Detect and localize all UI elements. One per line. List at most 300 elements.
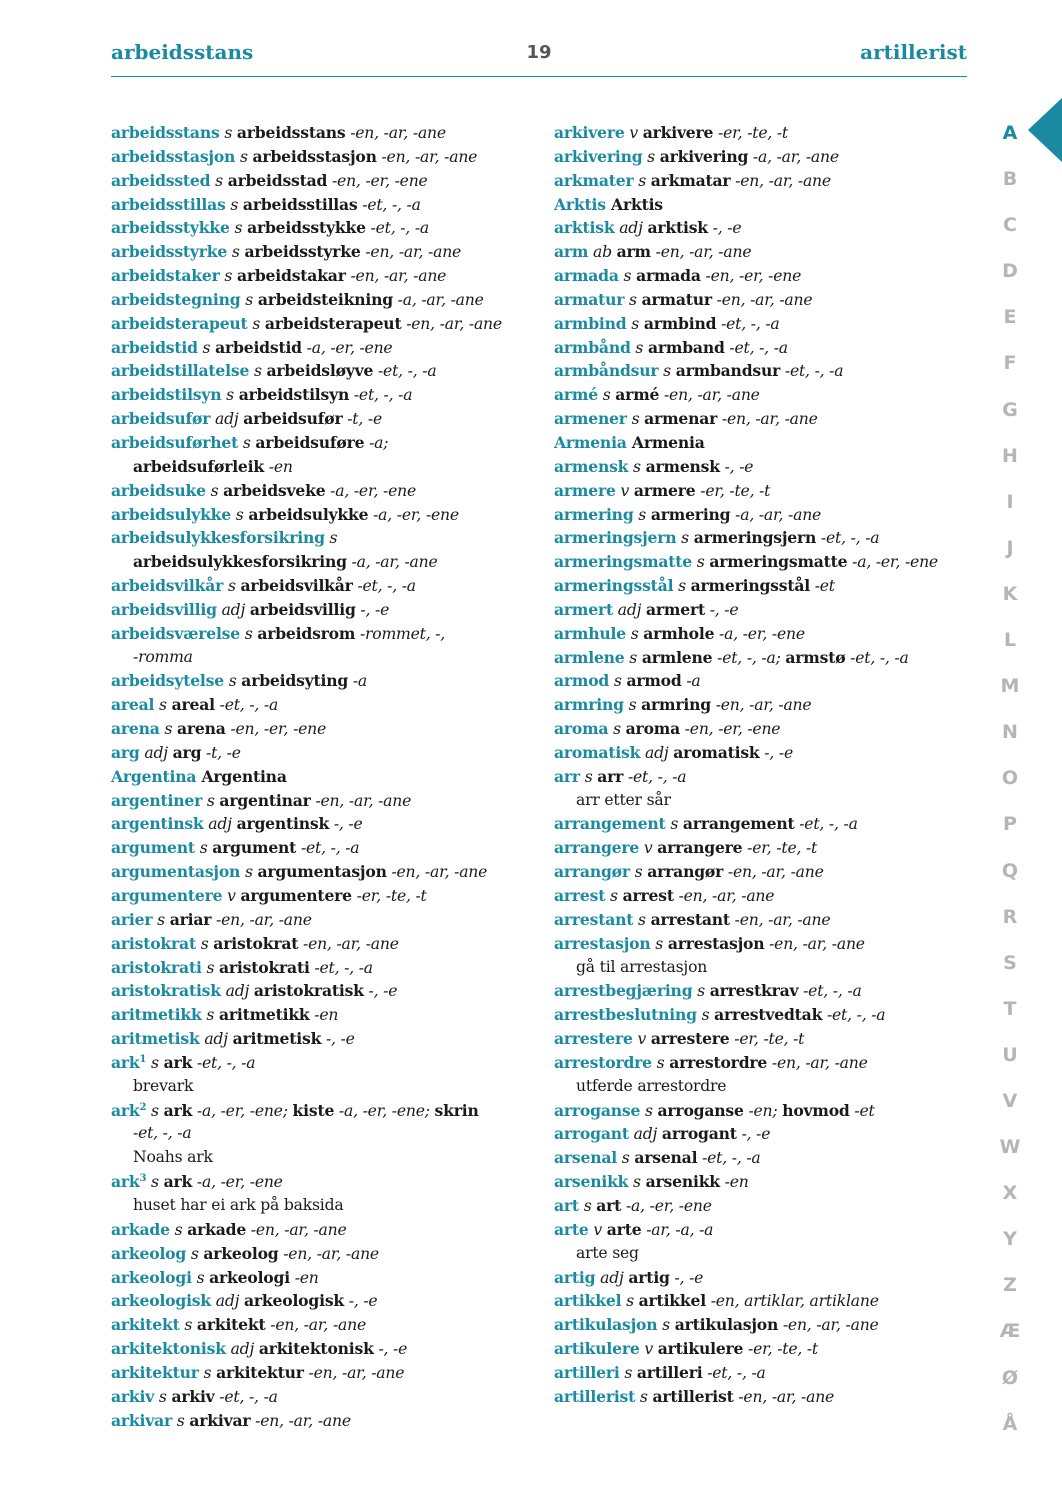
word-class: s xyxy=(197,338,216,357)
inflection: -a, -er, -ene xyxy=(621,1196,712,1215)
dictionary-line xyxy=(554,812,994,836)
dictionary-line xyxy=(554,1385,994,1409)
inflection: -er, -te, -t xyxy=(713,124,789,142)
nynorsk-equivalent: arbeidsufør xyxy=(243,409,343,429)
headword: arena xyxy=(111,719,160,739)
nynorsk-equivalent: arrestkrav xyxy=(709,981,799,1001)
nynorsk-equivalent: ark xyxy=(163,1172,193,1192)
word-class: v xyxy=(624,124,643,142)
inflection: -, -e xyxy=(321,1030,355,1049)
headword: armeringsjern xyxy=(554,528,677,548)
headword: arbeidsvilkår xyxy=(111,576,224,596)
nynorsk-equivalent: arbeidsvilkår xyxy=(240,576,353,596)
thumb-index-letter[interactable]: Q xyxy=(1001,859,1019,882)
inflection: -er, -te, -t xyxy=(729,1030,805,1049)
word-class: s xyxy=(579,767,598,786)
nynorsk-equivalent: arkeolog xyxy=(203,1243,279,1263)
headword: argument xyxy=(111,838,195,858)
inflection: -et, -, -a xyxy=(373,362,437,381)
thumb-index-letter[interactable]: B xyxy=(1002,168,1018,191)
dictionary-line xyxy=(554,336,994,360)
example-phrase: huset har ei ark på baksida xyxy=(133,1195,344,1214)
nynorsk-equivalent: arbeidsteikning xyxy=(257,289,393,309)
word-class: s xyxy=(239,624,258,643)
dictionary-line xyxy=(111,741,541,765)
inflection: -et, -, -a xyxy=(816,529,880,548)
word-class: s xyxy=(154,696,172,715)
word-class: adj xyxy=(628,1125,662,1144)
word-class: s xyxy=(609,672,627,691)
word-class: s xyxy=(696,1006,715,1025)
dictionary-line xyxy=(554,1170,994,1194)
thumb-index-letter[interactable]: G xyxy=(1002,398,1018,421)
homograph-number: 2 xyxy=(139,1101,147,1113)
word-class: s xyxy=(201,1006,219,1025)
nynorsk-equivalent: aritmetikk xyxy=(218,1005,310,1025)
nynorsk-equivalent: armada xyxy=(636,266,701,286)
headword: arkeologi xyxy=(111,1267,192,1287)
word-class: s xyxy=(225,195,243,214)
nynorsk-equivalent: argument xyxy=(212,838,297,858)
nynorsk-equivalent: arbeidsløyve xyxy=(266,361,374,381)
thumb-index-letter[interactable]: Y xyxy=(1003,1228,1017,1251)
headword: aroma xyxy=(554,719,609,739)
nynorsk-equivalent: arbeidsvillig xyxy=(249,599,356,619)
nynorsk-equivalent: arena xyxy=(177,719,226,739)
thumb-index-letter[interactable]: S xyxy=(1003,951,1017,974)
dictionary-line xyxy=(111,717,541,741)
nynorsk-equivalent: arkitektonisk xyxy=(258,1339,374,1359)
headword: arbeidstaker xyxy=(111,266,220,286)
dictionary-line xyxy=(111,1075,541,1099)
headword: armert xyxy=(554,599,613,619)
headword: arbeidsufør xyxy=(111,409,211,429)
inflection: -, -e xyxy=(736,1125,771,1144)
headword: arkiv xyxy=(111,1386,155,1406)
inflection: -en, -ar, -ane xyxy=(767,1053,868,1072)
nynorsk-equivalent: artikulasjon xyxy=(674,1315,779,1335)
nynorsk-equivalent: armensk xyxy=(645,456,720,476)
nynorsk-equivalent: armbandsur xyxy=(675,361,781,381)
nynorsk-equivalent: arte xyxy=(606,1219,642,1239)
inflection: -a, -ar, -ane xyxy=(346,553,438,572)
nynorsk-equivalent: argumentasjon xyxy=(257,862,387,882)
headword: arbeidsulykke xyxy=(111,504,232,524)
headword: argumentere xyxy=(111,886,223,905)
word-class: s xyxy=(169,1220,188,1239)
inflection: -et, -, -a xyxy=(794,815,858,834)
word-class: s xyxy=(240,863,258,882)
headword: arbeidstegning xyxy=(111,289,241,309)
thumb-index-letter[interactable]: V xyxy=(1002,1089,1018,1112)
inflection: -romma xyxy=(133,647,193,666)
word-class: s xyxy=(640,1101,658,1120)
nynorsk-equivalent: arbeidsuførleik xyxy=(133,456,264,476)
nynorsk-equivalent: arrestordre xyxy=(669,1052,768,1072)
inflection: -a, -ar, -ane xyxy=(748,147,839,166)
word-class: s xyxy=(633,505,651,524)
dictionary-line xyxy=(554,264,994,288)
dictionary-line xyxy=(111,193,541,217)
dictionary-line xyxy=(111,336,541,360)
inflection: -et, -, -a xyxy=(214,1387,278,1406)
nynorsk-equivalent: arkiv xyxy=(171,1386,215,1406)
nynorsk-equivalent: arbeidsulykkesforsikring xyxy=(133,552,347,572)
word-class: s xyxy=(619,1363,637,1382)
inflection: -a, -er, -ene xyxy=(192,1173,283,1192)
dictionary-line xyxy=(554,169,994,193)
headword: armeringsmatte xyxy=(554,552,693,572)
dictionary-line xyxy=(111,693,541,717)
example-phrase: arte seg xyxy=(576,1243,639,1262)
dictionary-line xyxy=(554,1194,994,1218)
headword: Argentina xyxy=(111,766,197,786)
nynorsk-equivalent: arrestvedtak xyxy=(714,1005,823,1025)
word-class: s xyxy=(650,934,668,953)
word-class: s xyxy=(608,720,626,739)
nynorsk-equivalent: aristokrati xyxy=(219,957,310,977)
inflection: -er, -te, -t xyxy=(695,481,771,500)
dictionary-line xyxy=(111,169,541,193)
word-class: v xyxy=(615,481,634,500)
nynorsk-equivalent: arrangement xyxy=(682,814,795,834)
nynorsk-equivalent: arbeidstakar xyxy=(236,266,346,286)
headword: aritmetisk xyxy=(111,1029,200,1049)
word-class: s xyxy=(635,1387,653,1406)
dictionary-line xyxy=(554,383,994,407)
nynorsk-equivalent: arr xyxy=(597,766,624,786)
dictionary-line xyxy=(111,1361,541,1385)
headword: arier xyxy=(111,909,153,929)
nynorsk-equivalent: artig xyxy=(628,1267,670,1287)
inflection: -et, -, -a xyxy=(352,577,416,596)
inflection: -en, -ar, -ane xyxy=(345,267,447,286)
inflection: -en, -ar, -ane xyxy=(764,934,865,953)
word-class: s xyxy=(657,1316,675,1335)
word-class: s xyxy=(238,433,256,452)
headword: Armenia xyxy=(554,432,627,452)
headword: arrestere xyxy=(554,1029,633,1049)
headword: arbeidssted xyxy=(111,170,211,190)
word-class: s xyxy=(676,529,694,548)
dictionary-line xyxy=(111,121,541,145)
headword: arrangere xyxy=(554,838,640,858)
dictionary-line xyxy=(111,1122,541,1146)
word-class: s xyxy=(628,457,646,476)
nynorsk-equivalent: areal xyxy=(171,695,215,715)
inflection: -, -e xyxy=(719,457,754,476)
headword: aristokratisk xyxy=(111,981,221,1001)
word-class: s xyxy=(633,171,651,190)
dictionary-line xyxy=(554,717,994,741)
thumb-index-letter[interactable]: Z xyxy=(1003,1274,1017,1297)
inflection: -en, -ar, -ane xyxy=(711,290,813,309)
dictionary-line xyxy=(554,550,994,574)
dictionary-line xyxy=(554,622,994,646)
nynorsk-equivalent: aromatisk xyxy=(673,742,760,762)
nynorsk-equivalent: ark xyxy=(163,1052,193,1072)
dictionary-line xyxy=(111,1313,541,1337)
inflection: -, -e xyxy=(669,1268,704,1287)
headword: armener xyxy=(554,409,627,429)
dictionary-line xyxy=(554,145,994,169)
thumb-index-letter[interactable]: P xyxy=(1003,813,1017,836)
thumb-index-letter[interactable]: T xyxy=(1003,997,1017,1020)
headword: arkitektonisk xyxy=(111,1339,226,1359)
nynorsk-equivalent: arktisk xyxy=(647,218,708,238)
inflection: -en, -ar, -ane xyxy=(303,1363,405,1382)
inflection: -a xyxy=(681,672,701,691)
thumb-index-letter[interactable]: K xyxy=(1002,582,1018,605)
nynorsk-equivalent: arbeidsyting xyxy=(241,671,349,691)
headword: arrogant xyxy=(554,1124,629,1144)
inflection: -et, -, -a xyxy=(697,1149,761,1168)
inflection: -et, -, -a xyxy=(623,767,687,786)
headword: arkmater xyxy=(554,170,634,190)
nynorsk-equivalent: armere xyxy=(633,480,696,500)
dictionary-line xyxy=(554,479,994,503)
inflection: -en xyxy=(289,1268,319,1287)
word-class: s xyxy=(597,386,616,405)
inflection: -, -e xyxy=(707,219,742,238)
word-class: s xyxy=(223,672,242,691)
headword: aromatisk xyxy=(554,742,641,762)
headword: armlene xyxy=(554,647,625,667)
headword: areal xyxy=(111,695,155,715)
thumb-index-letter[interactable]: E xyxy=(1003,306,1017,329)
dictionary-line xyxy=(554,669,994,693)
word-class: adj xyxy=(220,982,254,1001)
dictionary-line xyxy=(554,765,994,789)
dictionary-line xyxy=(554,216,994,240)
nynorsk-equivalent: armring xyxy=(641,695,711,715)
dictionary-line xyxy=(111,836,541,860)
word-class: adj xyxy=(203,815,237,834)
headword: arkitektur xyxy=(111,1362,199,1382)
dictionary-line xyxy=(111,789,541,813)
thumb-index-letter[interactable]: M xyxy=(1000,675,1020,698)
page-number: 19 xyxy=(526,42,552,63)
nynorsk-equivalent: arrestant xyxy=(650,909,730,929)
thumb-index-letter[interactable]: J xyxy=(1006,536,1014,559)
inflection: -en; xyxy=(743,1101,783,1120)
example-phrase: gå til arrestasjon xyxy=(576,957,708,976)
word-class: s xyxy=(673,577,691,596)
headword: artillerist xyxy=(554,1386,636,1406)
word-class: s xyxy=(223,577,241,596)
nynorsk-equivalent: arbeidsulykke xyxy=(248,504,369,524)
headword: artig xyxy=(554,1267,596,1287)
headword: art xyxy=(554,1195,579,1215)
dictionary-line xyxy=(111,503,541,527)
word-class: s xyxy=(624,290,642,309)
headword: ark$^3$ xyxy=(111,1172,147,1192)
thumb-index-letter[interactable]: O xyxy=(1001,767,1019,790)
inflection: -et, -, -a; xyxy=(712,648,786,667)
inflection: -en, -ar, -ane xyxy=(650,243,752,262)
inflection: -en, -ar, -ane xyxy=(401,314,502,333)
word-class: s xyxy=(191,1268,210,1287)
dictionary-line xyxy=(111,1289,541,1313)
inflection: -et xyxy=(849,1101,875,1120)
dictionary-line xyxy=(554,598,994,622)
headword: arbeidsstyrke xyxy=(111,242,228,262)
headword: armatur xyxy=(554,289,625,309)
dictionary-line xyxy=(111,1170,541,1194)
dictionary-line xyxy=(554,1146,994,1170)
word-class: s xyxy=(231,505,249,524)
thumb-index-letter[interactable]: Å xyxy=(1002,1412,1018,1435)
word-class: s xyxy=(229,219,248,238)
inflection: -en, -ar, -ane xyxy=(250,1411,351,1430)
word-class: s xyxy=(621,1292,639,1311)
word-class: v xyxy=(222,887,241,905)
nynorsk-equivalent: arbeidsstillas xyxy=(242,194,358,214)
headword: arkivere xyxy=(554,123,625,142)
word-class: adj xyxy=(614,219,648,238)
thumb-index-letter[interactable]: I xyxy=(1006,490,1014,513)
inflection: -en, -ar, -ane xyxy=(730,171,831,190)
nynorsk-equivalent: kiste xyxy=(292,1100,335,1120)
nynorsk-equivalent: armert xyxy=(646,599,705,619)
headword: arrestbeslutning xyxy=(554,1005,697,1025)
headword: arroganse xyxy=(554,1100,641,1120)
dictionary-line xyxy=(554,1242,994,1266)
thumb-index-letter[interactable]: Æ xyxy=(999,1320,1021,1343)
nynorsk-equivalent: arg xyxy=(172,742,202,762)
headword: arbeidsvillig xyxy=(111,599,217,619)
dictionary-line xyxy=(111,312,541,336)
inflection: -a, -er, -ene xyxy=(847,553,938,572)
headword: arbeidsstillas xyxy=(111,194,226,214)
inflection: -rommet, -, xyxy=(355,624,446,643)
dictionary-line xyxy=(111,1003,541,1027)
dictionary-line xyxy=(111,1337,541,1361)
dictionary-line xyxy=(554,312,994,336)
nynorsk-equivalent: aroma xyxy=(625,719,680,739)
nynorsk-equivalent: armstø xyxy=(785,647,846,667)
nynorsk-equivalent: skrin xyxy=(434,1100,479,1120)
nynorsk-equivalent: arbeidstid xyxy=(215,337,302,357)
inflection: -en, -ar, -ane xyxy=(310,791,412,810)
inflection: -a, -er, -ene xyxy=(325,481,416,500)
inflection: -et, -, -a xyxy=(716,314,780,333)
word-class: s xyxy=(629,863,648,882)
inflection: -en, -ar, -ane xyxy=(778,1316,879,1335)
nynorsk-equivalent: arkivar xyxy=(189,1410,251,1430)
example-phrase: Noahs ark xyxy=(133,1148,213,1167)
inflection: -en, -ar, -ane xyxy=(659,386,760,405)
inflection: -, -e xyxy=(759,743,793,762)
nynorsk-equivalent: art xyxy=(596,1195,622,1215)
thumb-index-letter[interactable]: N xyxy=(1002,721,1018,744)
thumb-index-letter[interactable]: A xyxy=(1002,122,1018,144)
thumb-index-letter[interactable]: D xyxy=(1002,260,1018,283)
headword: arte xyxy=(554,1219,589,1239)
thumb-index-letter[interactable]: X xyxy=(1002,1182,1018,1205)
word-class: s xyxy=(219,267,237,286)
word-class: s xyxy=(146,1053,164,1072)
nynorsk-equivalent: Armenia xyxy=(626,432,705,452)
nynorsk-equivalent: armband xyxy=(648,337,725,357)
thumb-index-letter[interactable]: U xyxy=(1002,1043,1018,1066)
thumb-index-letter[interactable]: Ø xyxy=(1001,1366,1019,1389)
inflection: -et, -, -a xyxy=(845,648,909,667)
headword: arkade xyxy=(111,1219,170,1239)
inflection: -et xyxy=(809,577,835,596)
word-class: adj xyxy=(139,743,173,762)
nynorsk-equivalent: arkmatar xyxy=(650,170,731,190)
thumb-index-letter[interactable]: R xyxy=(1002,905,1018,928)
word-class: v xyxy=(639,839,658,858)
headword: arrestasjon xyxy=(554,933,651,953)
dictionary-line xyxy=(111,145,541,169)
inflection: -t, -e xyxy=(201,743,241,762)
dictionary-line xyxy=(111,1099,541,1123)
headword: arbeidsulykkesforsikring xyxy=(111,528,325,548)
headword: artilleri xyxy=(554,1362,620,1382)
dictionary-line xyxy=(111,598,541,622)
inflection: -et, -, -a xyxy=(214,696,279,715)
dictionary-line xyxy=(111,479,541,503)
headword: armering xyxy=(554,504,634,524)
nynorsk-equivalent: artikulere xyxy=(657,1339,744,1359)
inflection: -, -e xyxy=(363,982,398,1001)
inflection: -a, -er, -ene; xyxy=(192,1101,293,1120)
dictionary-line xyxy=(554,1027,994,1051)
thumb-index-letter[interactable]: W xyxy=(999,1136,1021,1159)
dictionary-line xyxy=(554,1122,994,1146)
headword: arg xyxy=(111,742,140,762)
dictionary-line xyxy=(111,812,541,836)
inflection: -en, -er, -ene xyxy=(327,171,428,190)
inflection: -en, -ar, -ane xyxy=(386,863,488,882)
nynorsk-equivalent: arkitektur xyxy=(216,1362,304,1382)
nynorsk-equivalent: arbeidsstans xyxy=(236,123,346,142)
word-class: s xyxy=(172,1411,190,1430)
dictionary-line xyxy=(554,1099,994,1123)
inflection: -, -e xyxy=(355,600,390,619)
headword: arkeologisk xyxy=(111,1291,211,1311)
thumb-index-letter[interactable]: L xyxy=(1003,629,1017,652)
nynorsk-equivalent: arbeidsstasjon xyxy=(252,146,377,166)
inflection: -et, -, -a xyxy=(798,982,862,1001)
word-class: s xyxy=(179,1316,197,1335)
nynorsk-equivalent: Argentina xyxy=(196,766,287,786)
inflection: -en, -er, -ene xyxy=(679,720,781,739)
dictionary-line xyxy=(111,407,541,431)
thumb-index-letter[interactable]: H xyxy=(1002,444,1018,467)
inflection: -en, -ar, -ane xyxy=(298,934,399,953)
word-class: s xyxy=(605,887,623,905)
thumb-index-letter[interactable]: F xyxy=(1003,352,1017,375)
nynorsk-equivalent: aristokratisk xyxy=(253,981,364,1001)
headword: armod xyxy=(554,671,610,691)
left-column xyxy=(111,121,541,1432)
headword: arkivar xyxy=(111,1410,173,1430)
headword: arkivering xyxy=(554,146,643,166)
nynorsk-equivalent: armeringsstål xyxy=(690,576,810,596)
dictionary-line xyxy=(554,574,994,598)
inflection: -et, -, -a xyxy=(133,1124,192,1143)
nynorsk-equivalent: arbeidstilsyn xyxy=(238,385,350,405)
dictionary-line xyxy=(111,550,541,574)
word-class: s xyxy=(324,529,338,548)
homograph-number: 3 xyxy=(139,1172,147,1184)
thumb-index-letter[interactable]: C xyxy=(1003,214,1017,237)
dictionary-line xyxy=(554,455,994,479)
nynorsk-equivalent: arrogant xyxy=(661,1124,737,1144)
